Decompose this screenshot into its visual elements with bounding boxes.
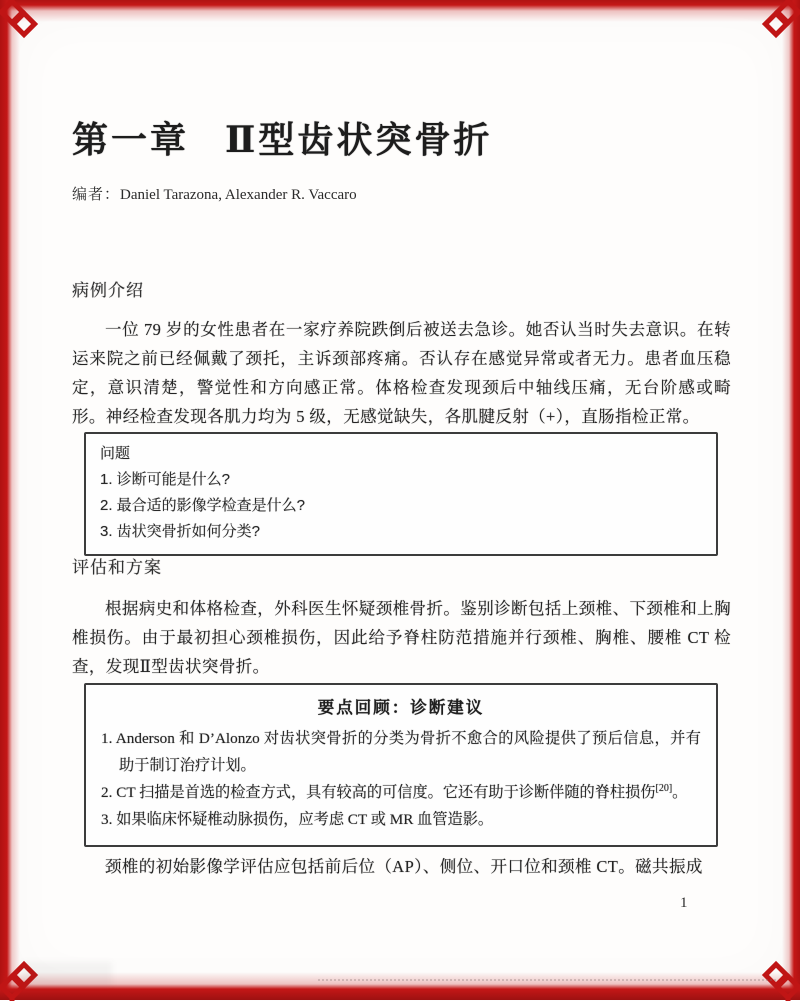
citation-superscript: [20] (655, 782, 673, 794)
chinese-knot-corner-icon (756, 955, 800, 1001)
question-item: 1. 诊断可能是什么? (100, 471, 231, 488)
section-heading-case-intro: 病例介绍 (72, 281, 144, 300)
byline-authors: Daniel Tarazona, Alexander R. Vaccaro (120, 187, 357, 203)
chapter-number: 第一章 (72, 120, 190, 160)
page-number: 1 (680, 895, 688, 911)
questions-box-title: 问题 (100, 445, 131, 462)
chinese-knot-corner-icon (756, 0, 800, 44)
key-point-item2-period: 。 (672, 784, 688, 801)
byline (72, 183, 731, 204)
closing-paragraph: 颈椎的初始影像学评估应包括前后位（AP）、侧位、开口位和颈椎 CT。磁共振成 (105, 857, 703, 876)
evaluation-paragraph: 根据病史和体格检查，外科医生怀疑颈椎骨折。鉴别诊断包括上颈椎、下颈椎和上胸椎损伤。由于最初担心颈椎损伤，因此给予脊柱防范措施并行颈椎、胸椎、腰椎 CT 检查，发现Ⅱ型齿状突骨折。 (72, 599, 731, 676)
scan-artifact-dashes (318, 979, 776, 981)
chapter-title (72, 112, 731, 163)
question-item: 3. 齿状突骨折如何分类? (100, 523, 261, 540)
key-points-box (84, 683, 718, 847)
chapter-name: Ⅱ型齿状突骨折 (225, 120, 493, 160)
section-heading-evaluation: 评估和方案 (72, 558, 162, 577)
frame-right-border (782, 0, 800, 1000)
key-point-item (101, 779, 701, 806)
frame-top-border (0, 0, 800, 22)
frame-bottom-border (0, 972, 800, 1000)
key-point-item: 3. 如果临床怀疑椎动脉损伤，应考虑 CT 或 MR 血管造影。 (101, 811, 494, 828)
frame-left-border (0, 0, 20, 1000)
questions-box (84, 432, 718, 556)
scan-artifact-smudge (22, 962, 112, 986)
key-points-box-title: 要点回顾：诊断建议 (317, 698, 485, 717)
key-point-item: 1. Anderson 和 D’Alonzo 对齿状突骨折的分类为骨折不愈合的风险提供了预后信息，并有助于制订治疗计划。 (101, 730, 701, 774)
case-intro-paragraph: 一位 79 岁的女性患者在一家疗养院跌倒后被送去急诊。她否认当时失去意识。在转运来院之前已经佩戴了颈托，主诉颈部疼痛。否认存在感觉异常或者无力。患者血压稳定，意识清楚，警觉性和方向感正常。体格检查发现颈后中轴线压痛，无台阶感或畸形。神经检查发现各肌力均为 5 级，无感觉缺失，各肌腱反射（+），直肠指检正常。 (72, 320, 731, 426)
byline-label: 编者： (72, 187, 121, 203)
question-item: 2. 最合适的影像学检查是什么? (100, 497, 306, 514)
chinese-knot-corner-icon (0, 0, 44, 44)
key-point-item2-text: 2. CT 扫描是首选的检查方式，具有较高的可信度。它还有助于诊断伴随的脊柱损伤 (101, 784, 656, 801)
